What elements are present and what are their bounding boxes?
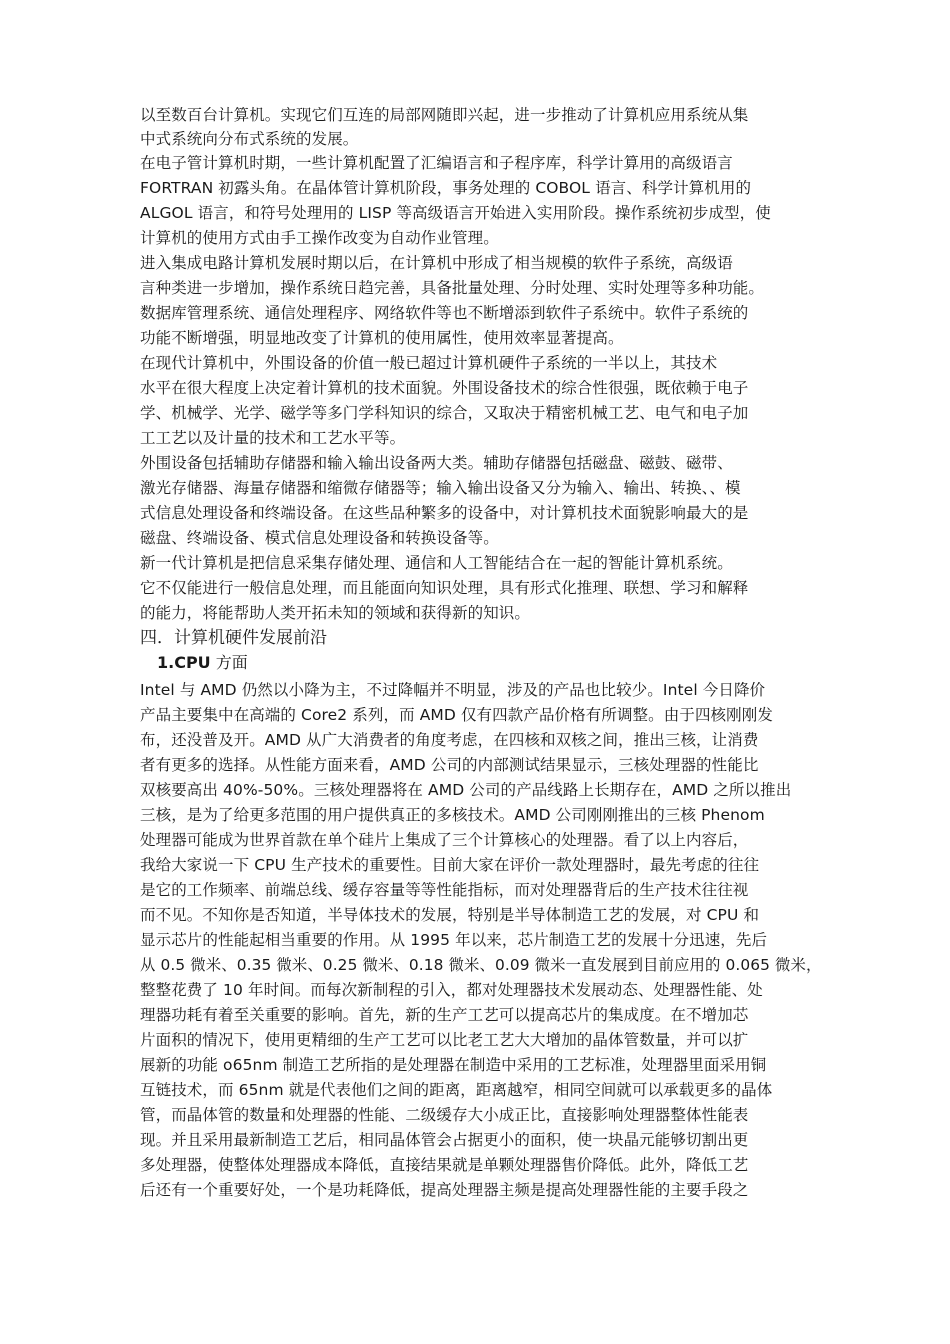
paragraph-line: 双核要高出 40%-50%。三核处理器将在 AMD 公司的产品线路上长期存在，AMD 之所以推出 bbox=[140, 781, 792, 799]
paragraph-line: 以至数百台计算机。实现它们互连的局部网随即兴起，进一步推动了计算机应用系统从集 bbox=[140, 106, 749, 124]
paragraph-line: 数据库管理系统、通信处理程序、网络软件等也不断增添到软件子系统中。软件子系统的 bbox=[140, 304, 749, 322]
paragraph-line: 水平在很大程度上决定着计算机的技术面貌。外围设备技术的综合性很强，既依赖于电子 bbox=[140, 379, 749, 397]
subsection-number: 1.CPU bbox=[157, 653, 211, 672]
paragraph-line: Intel 与 AMD 仍然以小降为主，不过降幅并不明显，涉及的产品也比较少。Intel 今日降价 bbox=[140, 681, 766, 699]
paragraph-line: 互链技术，而 65nm 就是代表他们之间的距离，距离越窄，相同空间就可以承载更多的晶体 bbox=[140, 1081, 773, 1099]
paragraph-line: 是它的工作频率、前端总线、缓存容量等等性能指标，而对处理器背后的生产技术往往视 bbox=[140, 881, 749, 899]
paragraph-line: 在电子管计算机时期，一些计算机配置了汇编语言和子程序库，科学计算用的高级语言 bbox=[140, 154, 733, 172]
paragraph-line: 展新的功能 o65nm 制造工艺所指的是处理器在制造中采用的工艺标准，处理器里面采用铜 bbox=[140, 1056, 767, 1074]
paragraph-line: 从 0.5 微米、0.35 微米、0.25 微米、0.18 微米、0.09 微米一直发展到目前应用的 0.065 微米， bbox=[140, 956, 822, 974]
paragraph-line: 磁盘、终端设备、模式信息处理设备和转换设备等。 bbox=[140, 529, 499, 547]
paragraph-line: 我给大家说一下 CPU 生产技术的重要性。目前大家在评价一款处理器时，最先考虑的往往 bbox=[140, 856, 760, 874]
paragraph-line: 显示芯片的性能起相当重要的作用。从 1995 年以来，芯片制造工艺的发展十分迅速，先后 bbox=[140, 931, 768, 949]
paragraph-line: 产品主要集中在高端的 Core2 系列，而 AMD 仅有四款产品价格有所调整。由于四核刚刚发 bbox=[140, 706, 773, 724]
paragraph-line: 激光存储器、海量存储器和缩微存储器等；输入输出设备又分为输入、输出、转换、、模 bbox=[140, 479, 741, 497]
paragraph-line: 布，还没普及开。AMD 从广大消费者的角度考虑，在四核和双核之间，推出三核，让消费 bbox=[140, 731, 759, 749]
paragraph-line: 式信息处理设备和终端设备。在这些品种繁多的设备中，对计算机技术面貌影响最大的是 bbox=[140, 504, 749, 522]
paragraph-line: 处理器可能成为世界首款在单个硅片上集成了三个计算核心的处理器。看了以上内容后， bbox=[140, 831, 749, 849]
paragraph-line: 新一代计算机是把信息采集存储处理、通信和人工智能结合在一起的智能计算机系统。 bbox=[140, 554, 733, 572]
paragraph-line: 计算机的使用方式由手工操作改变为自动作业管理。 bbox=[140, 229, 499, 247]
paragraph-line: 中式系统向分布式系统的发展。 bbox=[140, 130, 359, 148]
paragraph-line: 整整花费了 10 年时间。而每次新制程的引入，都对处理器技术发展动态、处理器性能、处 bbox=[140, 981, 763, 999]
paragraph-line: ALGOL 语言，和符号处理用的 LISP 等高级语言开始进入实用阶段。操作系统初步成型，使 bbox=[140, 204, 771, 222]
paragraph-line: 三核，是为了给更多范围的用户提供真正的多核技术。AMD 公司刚刚推出的三核 Phenom bbox=[140, 806, 765, 824]
paragraph-line: 后还有一个重要好处，一个是功耗降低，提高处理器主频是提高处理器性能的主要手段之 bbox=[140, 1181, 749, 1199]
paragraph-line: FORTRAN 初露头角。在晶体管计算机阶段，事务处理的 COBOL 语言、科学计算机用的 bbox=[140, 179, 752, 197]
paragraph-line: 理器功耗有着至关重要的影响。首先，新的生产工艺可以提高芯片的集成度。在不增加芯 bbox=[140, 1006, 749, 1024]
paragraph-line: 功能不断增强，明显地改变了计算机的使用属性，使用效率显著提高。 bbox=[140, 329, 624, 347]
subsection-title: 方面 bbox=[210, 653, 248, 672]
paragraph-line: 言种类进一步增加，操作系统日趋完善，具备批量处理、分时处理、实时处理等多种功能。 bbox=[140, 279, 765, 297]
paragraph-line: 外围设备包括辅助存储器和输入输出设备两大类。辅助存储器包括磁盘、磁鼓、磁带、 bbox=[140, 454, 733, 472]
paragraph-line: 而不见。不知你是否知道，半导体技术的发展，特别是半导体制造工艺的发展，对 CPU 和 bbox=[140, 906, 760, 924]
subsection-heading bbox=[157, 651, 248, 675]
paragraph-line: 管，而晶体管的数量和处理器的性能、二级缓存大小成正比，直接影响处理器整体性能表 bbox=[140, 1106, 749, 1124]
paragraph-line: 片面积的情况下，使用更精细的生产工艺可以比老工艺大大增加的晶体管数量，并可以扩 bbox=[140, 1031, 749, 1049]
paragraph-line: 进入集成电路计算机发展时期以后，在计算机中形成了相当规模的软件子系统，高级语 bbox=[140, 254, 733, 272]
paragraph-line: 工工艺以及计量的技术和工艺水平等。 bbox=[140, 429, 406, 447]
paragraph-line: 学、机械学、光学、磁学等多门学科知识的综合，又取决于精密机械工艺、电气和电子加 bbox=[140, 404, 749, 422]
paragraph-line: 者有更多的选择。从性能方面来看，AMD 公司的内部测试结果显示，三核处理器的性能比 bbox=[140, 756, 759, 774]
section-heading: 四．计算机硬件发展前沿 bbox=[140, 628, 327, 648]
paragraph-line: 在现代计算机中，外围设备的价值一般已超过计算机硬件子系统的一半以上，其技术 bbox=[140, 354, 718, 372]
paragraph-line: 现。并且采用最新制造工艺后，相同晶体管会占据更小的面积，使一块晶元能够切割出更 bbox=[140, 1131, 749, 1149]
paragraph-line: 的能力，将能帮助人类开拓未知的领域和获得新的知识。 bbox=[140, 604, 531, 622]
paragraph-line: 多处理器，使整体处理器成本降低，直接结果就是单颗处理器售价降低。此外，降低工艺 bbox=[140, 1156, 749, 1174]
paragraph-line: 它不仅能进行一般信息处理，而且能面向知识处理，具有形式化推理、联想、学习和解释 bbox=[140, 579, 749, 597]
